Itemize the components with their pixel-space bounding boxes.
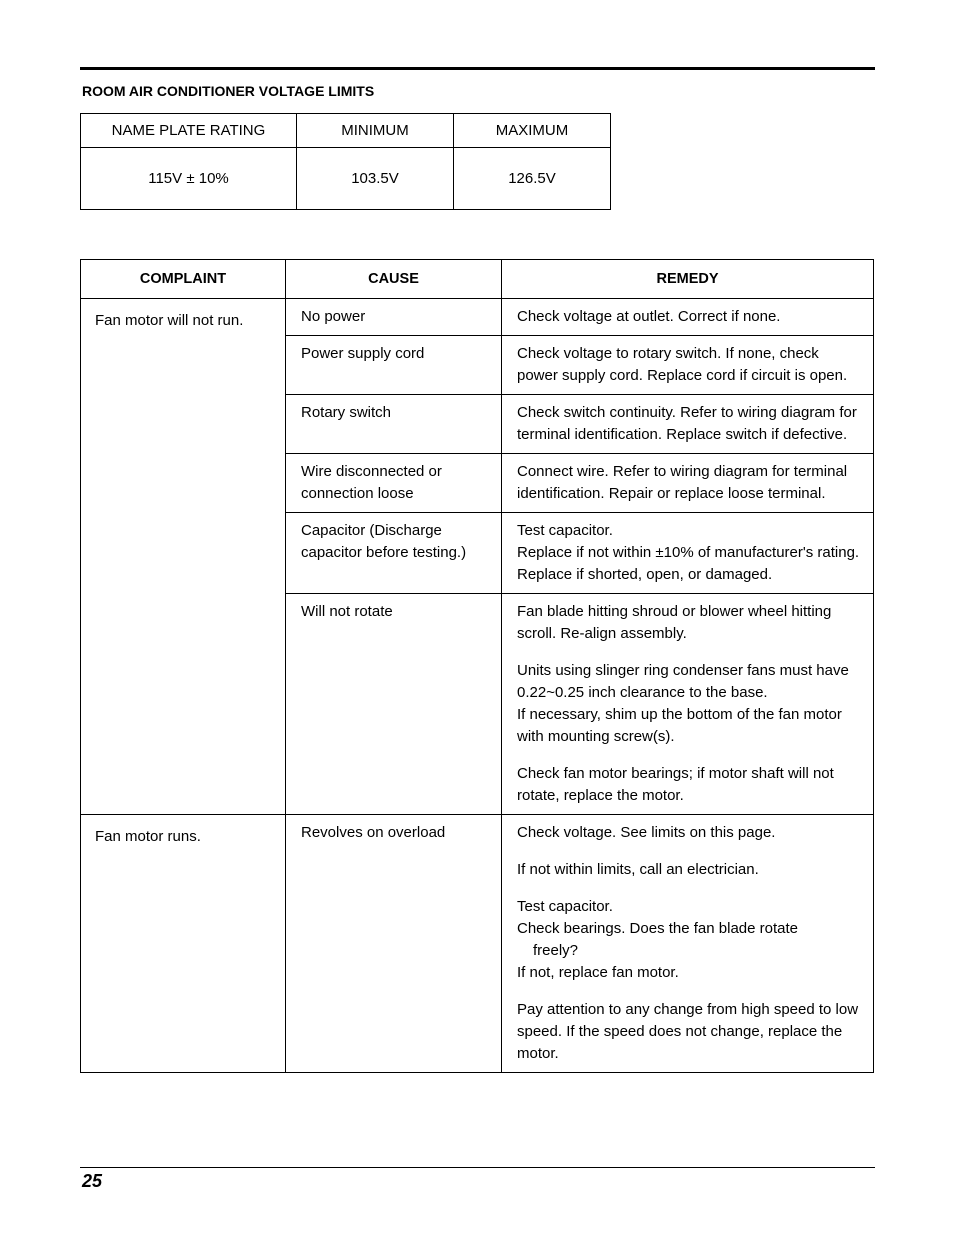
complaint-cell: Fan motor runs. [81,815,286,1073]
header-cause: CAUSE [286,260,502,299]
remedy-line: Replace if not within ±10% of manufacturer's rating. Replace if shorted, open, or damaged. [517,544,860,583]
troubleshooting-header-row [81,260,874,299]
remedy-paragraph [517,763,861,807]
section-title: ROOM AIR CONDITIONER VOLTAGE LIMITS [82,83,375,99]
remedy-paragraph [517,461,861,505]
remedy-line: If not, replace fan motor. [517,964,679,981]
remedy-line: Connect wire. Refer to wiring diagram for terminal identification. Repair or replace loose terminal. [517,463,848,502]
header-remedy: REMEDY [502,260,874,299]
remedy-cell [502,395,874,454]
remedy-line: freely? [533,942,579,959]
remedy-line: Fan blade hitting shroud or blower wheel hitting scroll. Re-align assembly. [517,603,832,642]
cause-cell: Rotary switch [286,395,502,454]
remedy-paragraph [517,660,861,748]
top-rule [80,67,875,70]
remedy-paragraph [517,520,861,586]
remedy-line: Test capacitor. [517,898,613,915]
remedy-line: If necessary, shim up the bottom of the fan motor with mounting screw(s). [517,706,842,745]
header-complaint: COMPLAINT [81,260,286,299]
cause-cell: Will not rotate [286,594,502,815]
remedy-cell [502,815,874,1073]
cause-cell: Revolves on overload [286,815,502,1073]
complaint-cell: Fan motor will not run. [81,299,286,815]
remedy-cell [502,454,874,513]
remedy-paragraph [517,343,861,387]
remedy-cell [502,513,874,594]
remedy-line: Check switch continuity. Refer to wiring diagram for terminal identification. Replace switch if defective. [517,404,857,443]
remedy-cell [502,594,874,815]
table-row [81,815,874,1073]
table-row [81,299,874,336]
remedy-paragraph [517,822,861,844]
cause-cell: No power [286,299,502,336]
voltage-table-header-row [81,114,611,148]
bottom-rule [80,1167,875,1168]
cause-cell: Capacitor (Discharge capacitor before testing.) [286,513,502,594]
remedy-line: Test capacitor. [517,522,613,539]
maximum-value: 126.5V [454,148,611,210]
remedy-paragraph [517,896,861,984]
remedy-line: Check voltage at outlet. Correct if none. [517,308,781,325]
cause-cell: Wire disconnected or connection loose [286,454,502,513]
remedy-paragraph [517,402,861,446]
remedy-line: If not within limits, call an electrician. [517,861,759,878]
remedy-line: Pay attention to any change from high speed to low speed. If the speed does not change, replace the motor. [517,1001,859,1062]
remedy-line: Check bearings. Does the fan blade rotate [517,920,799,937]
remedy-paragraph [517,859,861,881]
header-minimum: MINIMUM [297,114,454,148]
troubleshooting-table [80,259,874,1073]
remedy-line: Check fan motor bearings; if motor shaft will not rotate, replace the motor. [517,765,834,804]
remedy-line: Check voltage to rotary switch. If none, check power supply cord. Replace cord if circuit is open. [517,345,848,384]
remedy-line: Units using slinger ring condenser fans must have 0.22~0.25 inch clearance to the base. [517,662,849,701]
cause-cell: Power supply cord [286,336,502,395]
remedy-cell [502,336,874,395]
remedy-paragraph [517,306,861,328]
remedy-paragraph [517,601,861,645]
remedy-cell [502,299,874,336]
page-number: 25 [82,1171,103,1191]
voltage-limits-table [80,113,611,210]
minimum-value: 103.5V [297,148,454,210]
voltage-table-row [81,148,611,210]
header-name-plate-rating: NAME PLATE RATING [81,114,297,148]
name-plate-rating-value: 115V ± 10% [81,148,297,210]
remedy-line: Check voltage. See limits on this page. [517,824,776,841]
header-maximum: MAXIMUM [454,114,611,148]
remedy-paragraph [517,999,861,1065]
